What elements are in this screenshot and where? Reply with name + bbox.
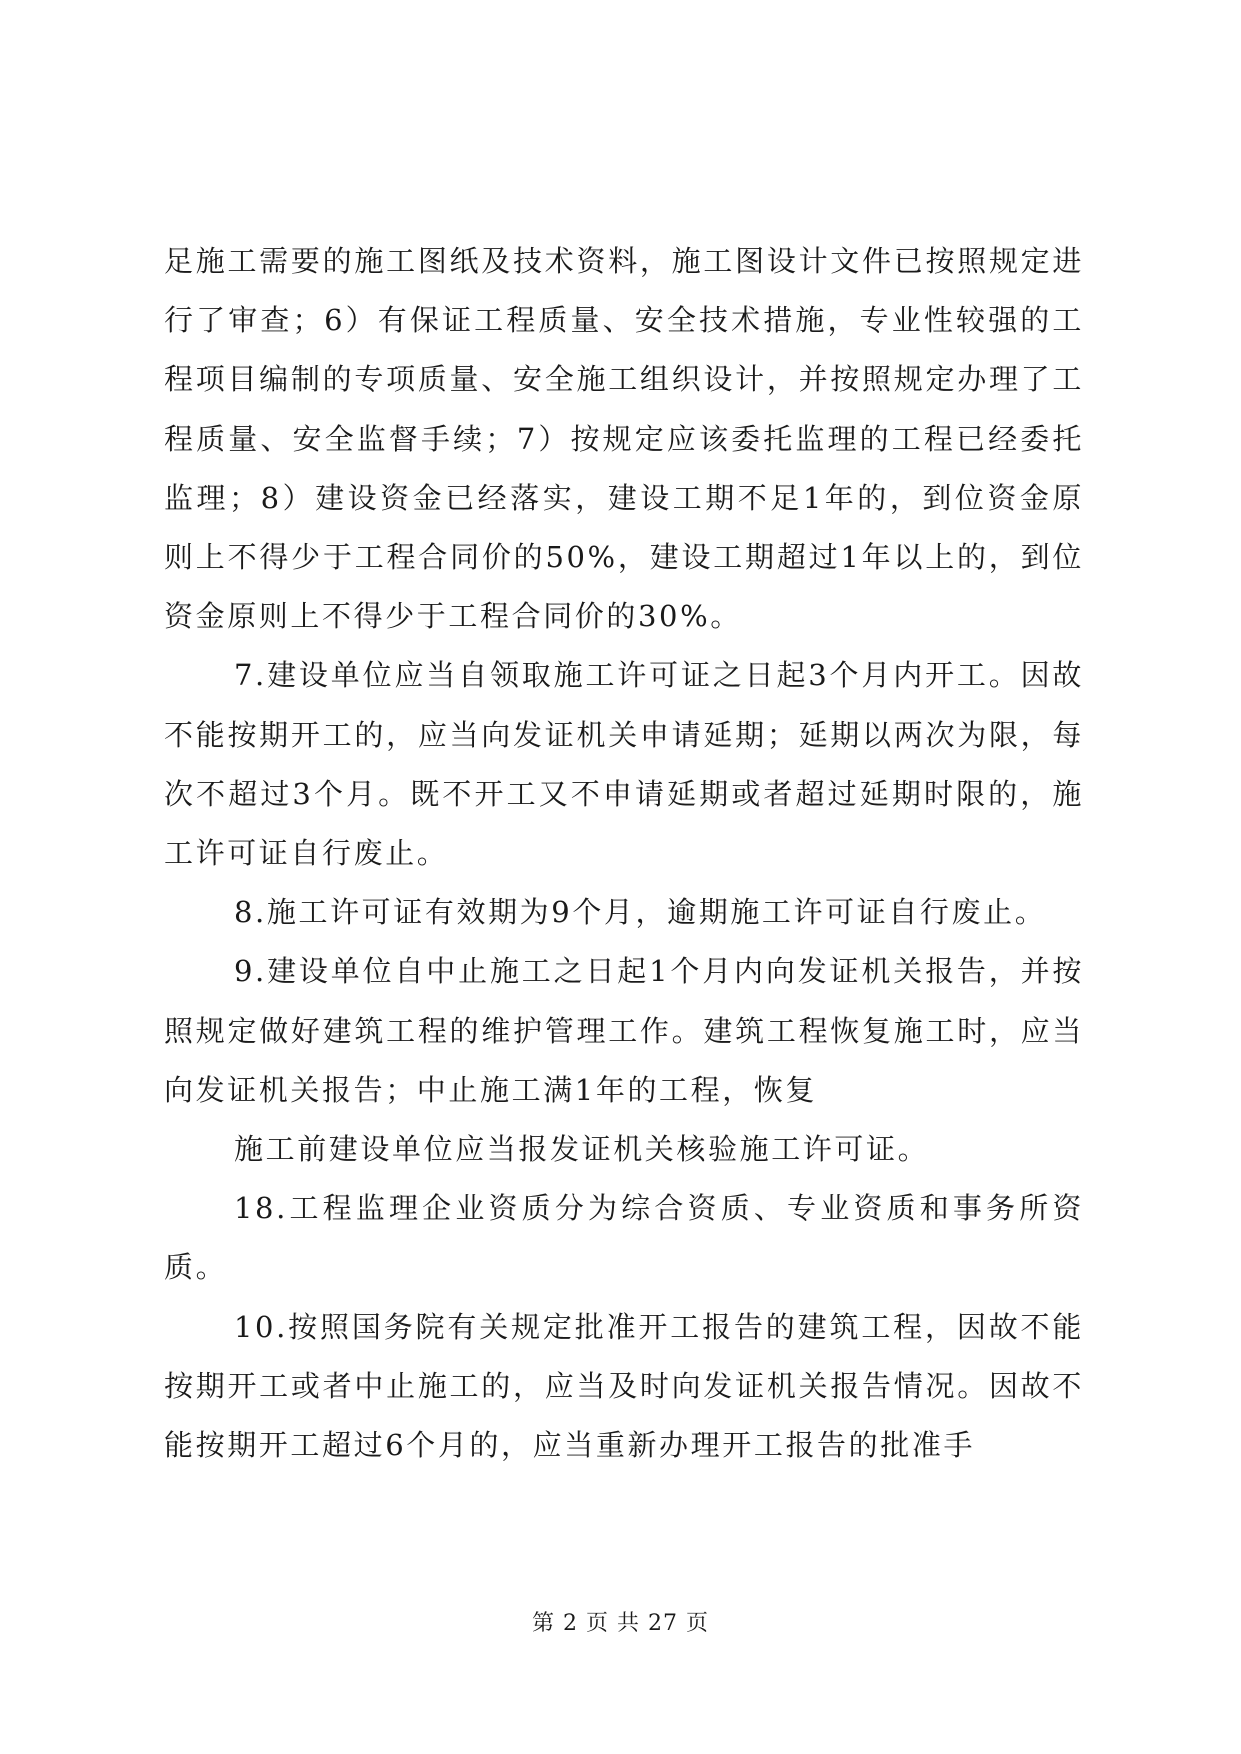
page-number-footer: 第 2 页 共 27 页	[532, 1611, 709, 1636]
paragraph: 9.建设单位自中止施工之日起1个月内向发证机关报告，并按照规定做好建筑工程的维护管理工作。建筑工程恢复施工时，应当向发证机关报告；中止施工满1年的工程，恢复	[164, 954, 1084, 1107]
paragraph: 18.工程监理企业资质分为综合资质、专业资质和事务所资质。	[164, 1191, 1084, 1285]
document-body	[164, 232, 1084, 1475]
paragraph: 8.施工许可证有效期为9个月，逾期施工许可证自行废止。	[234, 895, 1047, 930]
paragraph: 7.建设单位应当自领取施工许可证之日起3个月内开工。因故不能按期开工的，应当向发证机关申请延期；延期以两次为限，每次不超过3个月。既不开工又不申请延期或者超过延期时限的，施工许可证自行废止。	[164, 658, 1084, 871]
paragraph: 10.按照国务院有关规定批准开工报告的建筑工程，因故不能按期开工或者中止施工的，应当及时向发证机关报告情况。因故不能按期开工超过6个月的，应当重新办理开工报告的批准手	[164, 1309, 1084, 1463]
paragraph: 施工前建设单位应当报发证机关核验施工许可证。	[234, 1132, 930, 1167]
paragraph: 足施工需要的施工图纸及技术资料，施工图设计文件已按照规定进行了审查；6）有保证工程质量、安全技术措施，专业性较强的工程项目编制的专项质量、安全施工组织设计，并按照规定办理了工程质量、安全监督手续；7）按规定应该委托监理的工程已经委托监理；8）建设资金已经落实，建设工期不足1年的，到位资金原则上不得少于工程合同价的50%，建设工期超过1年以上的，到位资金原则上不得少于工程合同价的30%。	[164, 244, 1084, 634]
